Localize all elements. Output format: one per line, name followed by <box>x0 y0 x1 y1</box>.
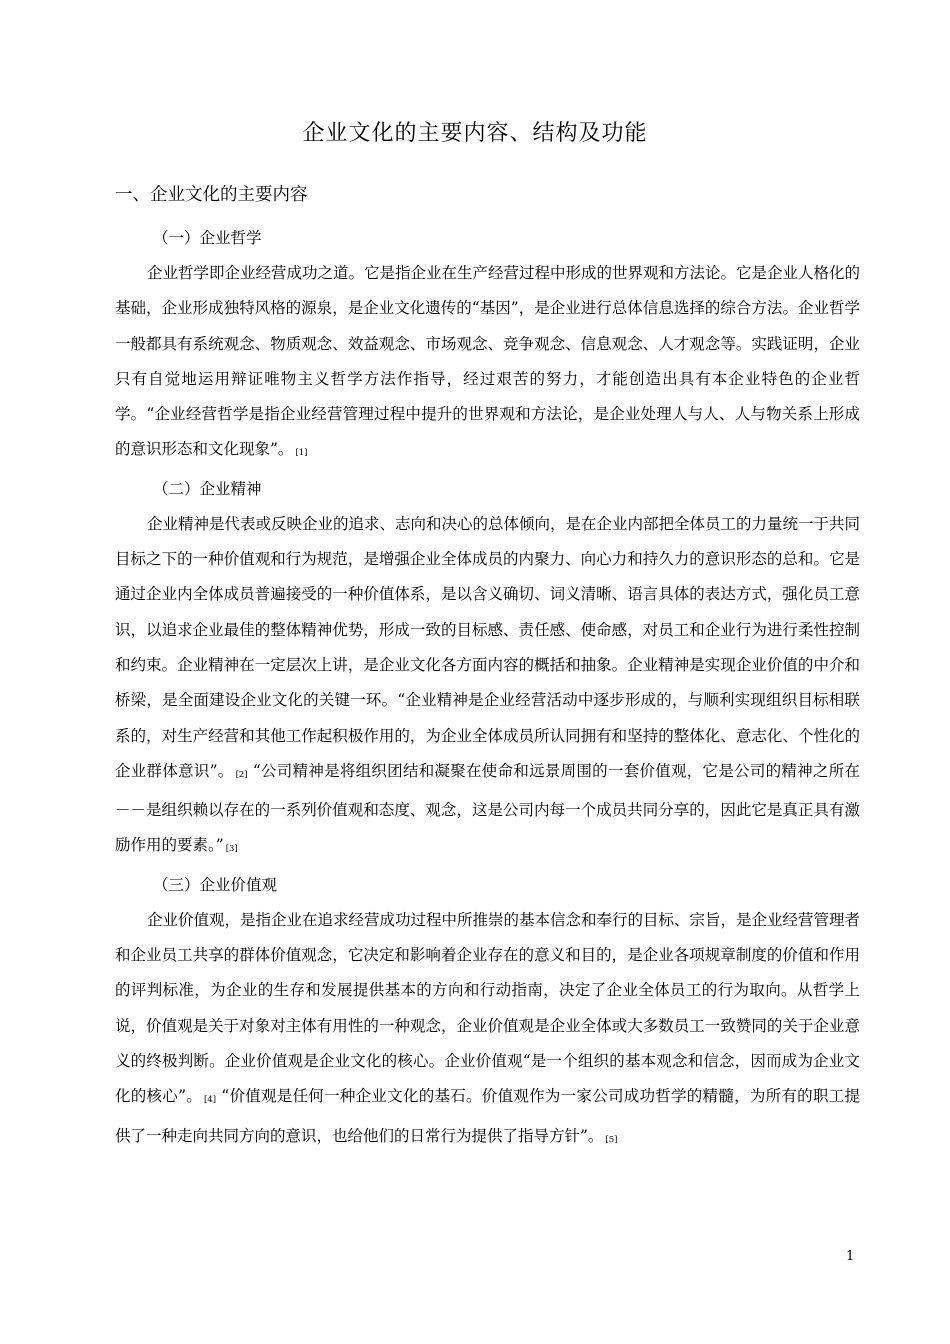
subsection-heading-values: （三）企业价值观 <box>153 875 278 894</box>
citation-ref: [1] <box>295 448 308 459</box>
citation-ref: [4] <box>204 1095 217 1106</box>
citation-ref: [5] <box>605 1134 618 1145</box>
page-number: 1 <box>846 1249 855 1264</box>
citation-ref: [2] <box>235 769 248 780</box>
paragraph-text: “公司精神是将组织团结和凝聚在使命和远景周围的一套价值观，它是公司的精神之所在－－是组织赖以存在的一系列价值观和态度、观念，这是公司内每一个成员共同分享的，因此它是真正具有激励作用的要素。” <box>115 761 860 855</box>
document-body <box>115 221 860 1158</box>
subsection-heading-philosophy: （一）企业哲学 <box>153 229 262 247</box>
paragraph-text: 企业价值观，是指企业在追求经营成功过程中所推崇的基本信念和奉行的目标、宗旨，是企业经营管理者和企业员工共享的群体价值观念，它决定和影响着企业存在的意义和目的，是企业各项规章制度的价值和作用的评判标准，为企业的生存和发展提供基本的方向和行动指南，决定了企业全体员工的行为取向。从哲学上说，价值观是关于对象对主体有用性的一种观念，企业价值观是企业全体或大多数员工一致赞同的关于企业意义的终极判断。企业价值观是企业文化的核心。企业价值观“是一个组织的基本观念和信念，因而成为企业文化的核心”。 <box>115 910 861 1106</box>
paragraph-philosophy <box>115 256 860 472</box>
subsection-heading-spirit: （二）企业精神 <box>153 479 262 498</box>
citation-ref: [3] <box>225 844 238 855</box>
section-heading-main-content: 一、企业文化的主要内容 <box>115 185 308 205</box>
paragraph-text: 企业哲学即企业经营成功之道。它是指企业在生产经营过程中形成的世界观和方法论。它是企业人格化的基础，企业形成独特风格的源泉，是企业文化遗传的“基因”，是企业进行总体信息选择的综合方法。企业哲学一般都具有系统观念、物质观念、效益观念、市场观念、竞争观念、信息观念、人才观念等。实践证明，企业只有自觉地运用辩证唯物主义哲学方法作指导，经过艰苦的努力，才能创造出具有本企业特色的企业哲学。“企业经营哲学是指企业经营管理过程中提升的世界观和方法论，是企业处理人与人、人与物关系上形成的意识形态和文化现象”。 <box>115 264 861 459</box>
paragraph-values <box>115 903 860 1158</box>
document-title: 企业文化的主要内容、结构及功能 <box>302 121 648 146</box>
paragraph-text: “价值观是任何一种企业文化的基石。价值观作为一家公司成功哲学的精髓，为所有的职工提供了一种走向共同方向的意识，也给他们的日常行为提供了指导方针”。 <box>115 1087 860 1145</box>
paragraph-text: 企业精神是代表或反映企业的追求、志向和决心的总体倾向，是在企业内部把全体员工的力量统一于共同目标之下的一种价值观和行为规范，是增强企业全体成员的内聚力、向心力和持久力的意识形态的总和。它是通过企业内全体成员普遍接受的一种价值体系，是以含义确切、词义清晰、语言具体的表达方式，强化员工意识，以追求企业最佳的整体精神优势，形成一致的目标感、责任感、使命感，对员工和企业行为进行柔性控制和约束。企业精神在一定层次上讲，是企业文化各方面内容的概括和抽象。企业精神是实现企业价值的中介和桥梁，是全面建设企业文化的关键一环。“企业精神是企业经营活动中逐步形成的，与顺利实现组织目标相联系的，对生产经营和其他工作起积极作用的，为企业全体成员所认同拥有和坚持的整体化、意志化、个性化的企业群体意识”。 <box>115 514 861 780</box>
paragraph-spirit <box>115 507 860 868</box>
